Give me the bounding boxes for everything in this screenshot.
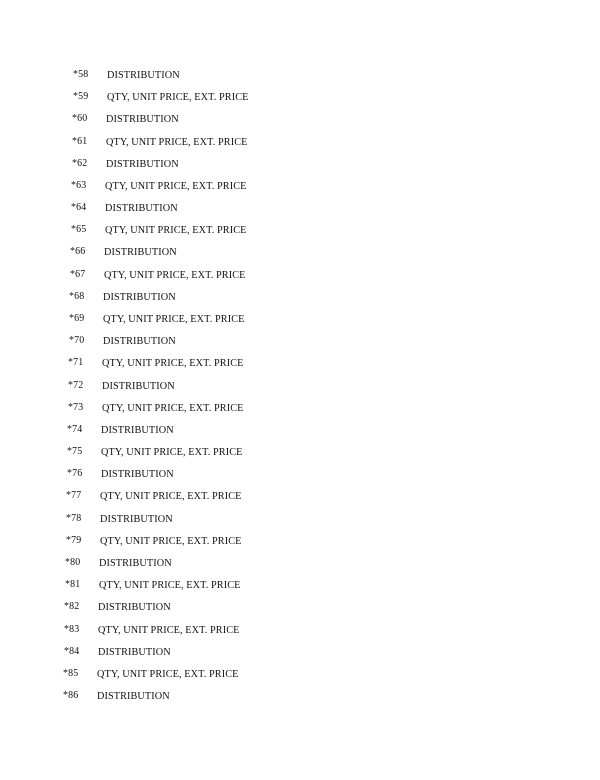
item-code: *85 — [63, 666, 79, 679]
item-label: QTY, UNIT PRICE, EXT. PRICE — [100, 490, 242, 503]
item-label: DISTRIBUTION — [98, 601, 172, 614]
item-label: DISTRIBUTION — [101, 423, 175, 436]
item-label: QTY, UNIT PRICE, EXT. PRICE — [106, 91, 249, 104]
item-label: DISTRIBUTION — [106, 113, 180, 126]
item-code: *84 — [63, 644, 80, 657]
item-label: QTY, UNIT PRICE, EXT. PRICE — [98, 623, 240, 636]
item-code: *71 — [68, 356, 84, 369]
item-code: *83 — [64, 622, 80, 635]
item-label: DISTRIBUTION — [99, 556, 172, 569]
item-label: DISTRIBUTION — [102, 335, 176, 348]
item-code: *76 — [66, 467, 82, 480]
item-code: *80 — [65, 555, 81, 568]
item-code: *73 — [67, 400, 83, 413]
item-code: *70 — [68, 334, 85, 347]
item-code: *81 — [64, 578, 81, 591]
item-code: *68 — [69, 289, 85, 302]
item-code: *82 — [64, 600, 80, 613]
item-label: DISTRIBUTION — [97, 690, 170, 702]
item-code: *77 — [66, 489, 82, 502]
item-code: *72 — [68, 378, 84, 391]
item-label: QTY, UNIT PRICE, EXT. PRICE — [100, 446, 243, 458]
item-label: DISTRIBUTION — [104, 246, 177, 259]
item-label: QTY, UNIT PRICE, EXT. PRICE — [101, 401, 244, 414]
item-label: DISTRIBUTION — [100, 468, 174, 481]
item-label: QTY, UNIT PRICE, EXT. PRICE — [103, 268, 246, 281]
item-code: *74 — [67, 422, 83, 435]
item-code: *58 — [73, 68, 89, 80]
item-label: QTY, UNIT PRICE, EXT. PRICE — [99, 534, 241, 547]
item-label: DISTRIBUTION — [107, 69, 180, 81]
item-label: QTY, UNIT PRICE, EXT. PRICE — [102, 357, 244, 370]
item-code: *67 — [69, 267, 86, 280]
item-code: *78 — [65, 511, 82, 524]
item-code: *86 — [63, 689, 79, 701]
item-code: *65 — [70, 223, 86, 236]
item-label: QTY, UNIT PRICE, EXT. PRICE — [104, 224, 246, 237]
item-code: *66 — [70, 245, 86, 258]
item-label: QTY, UNIT PRICE, EXT. PRICE — [97, 667, 239, 680]
item-label: QTY, UNIT PRICE, EXT. PRICE — [98, 579, 241, 592]
item-code: *63 — [71, 178, 87, 191]
item-label: DISTRIBUTION — [97, 645, 171, 658]
item-label: DISTRIBUTION — [103, 290, 177, 303]
item-label: QTY, UNIT PRICE, EXT. PRICE — [105, 135, 248, 148]
item-code: *62 — [71, 156, 87, 169]
item-code: *60 — [72, 112, 88, 125]
item-label: QTY, UNIT PRICE, EXT. PRICE — [103, 313, 245, 325]
item-code: *64 — [70, 201, 87, 214]
item-label: DISTRIBUTION — [104, 202, 178, 215]
item-code: *75 — [66, 445, 83, 457]
item-label: QTY, UNIT PRICE, EXT. PRICE — [105, 179, 247, 192]
item-label: DISTRIBUTION — [99, 512, 173, 525]
item-code: *79 — [65, 533, 81, 546]
item-code: *59 — [72, 90, 88, 103]
item-label: DISTRIBUTION — [105, 157, 179, 170]
item-code: *69 — [69, 312, 85, 324]
item-code: *61 — [71, 134, 88, 147]
item-label: DISTRIBUTION — [102, 379, 175, 392]
